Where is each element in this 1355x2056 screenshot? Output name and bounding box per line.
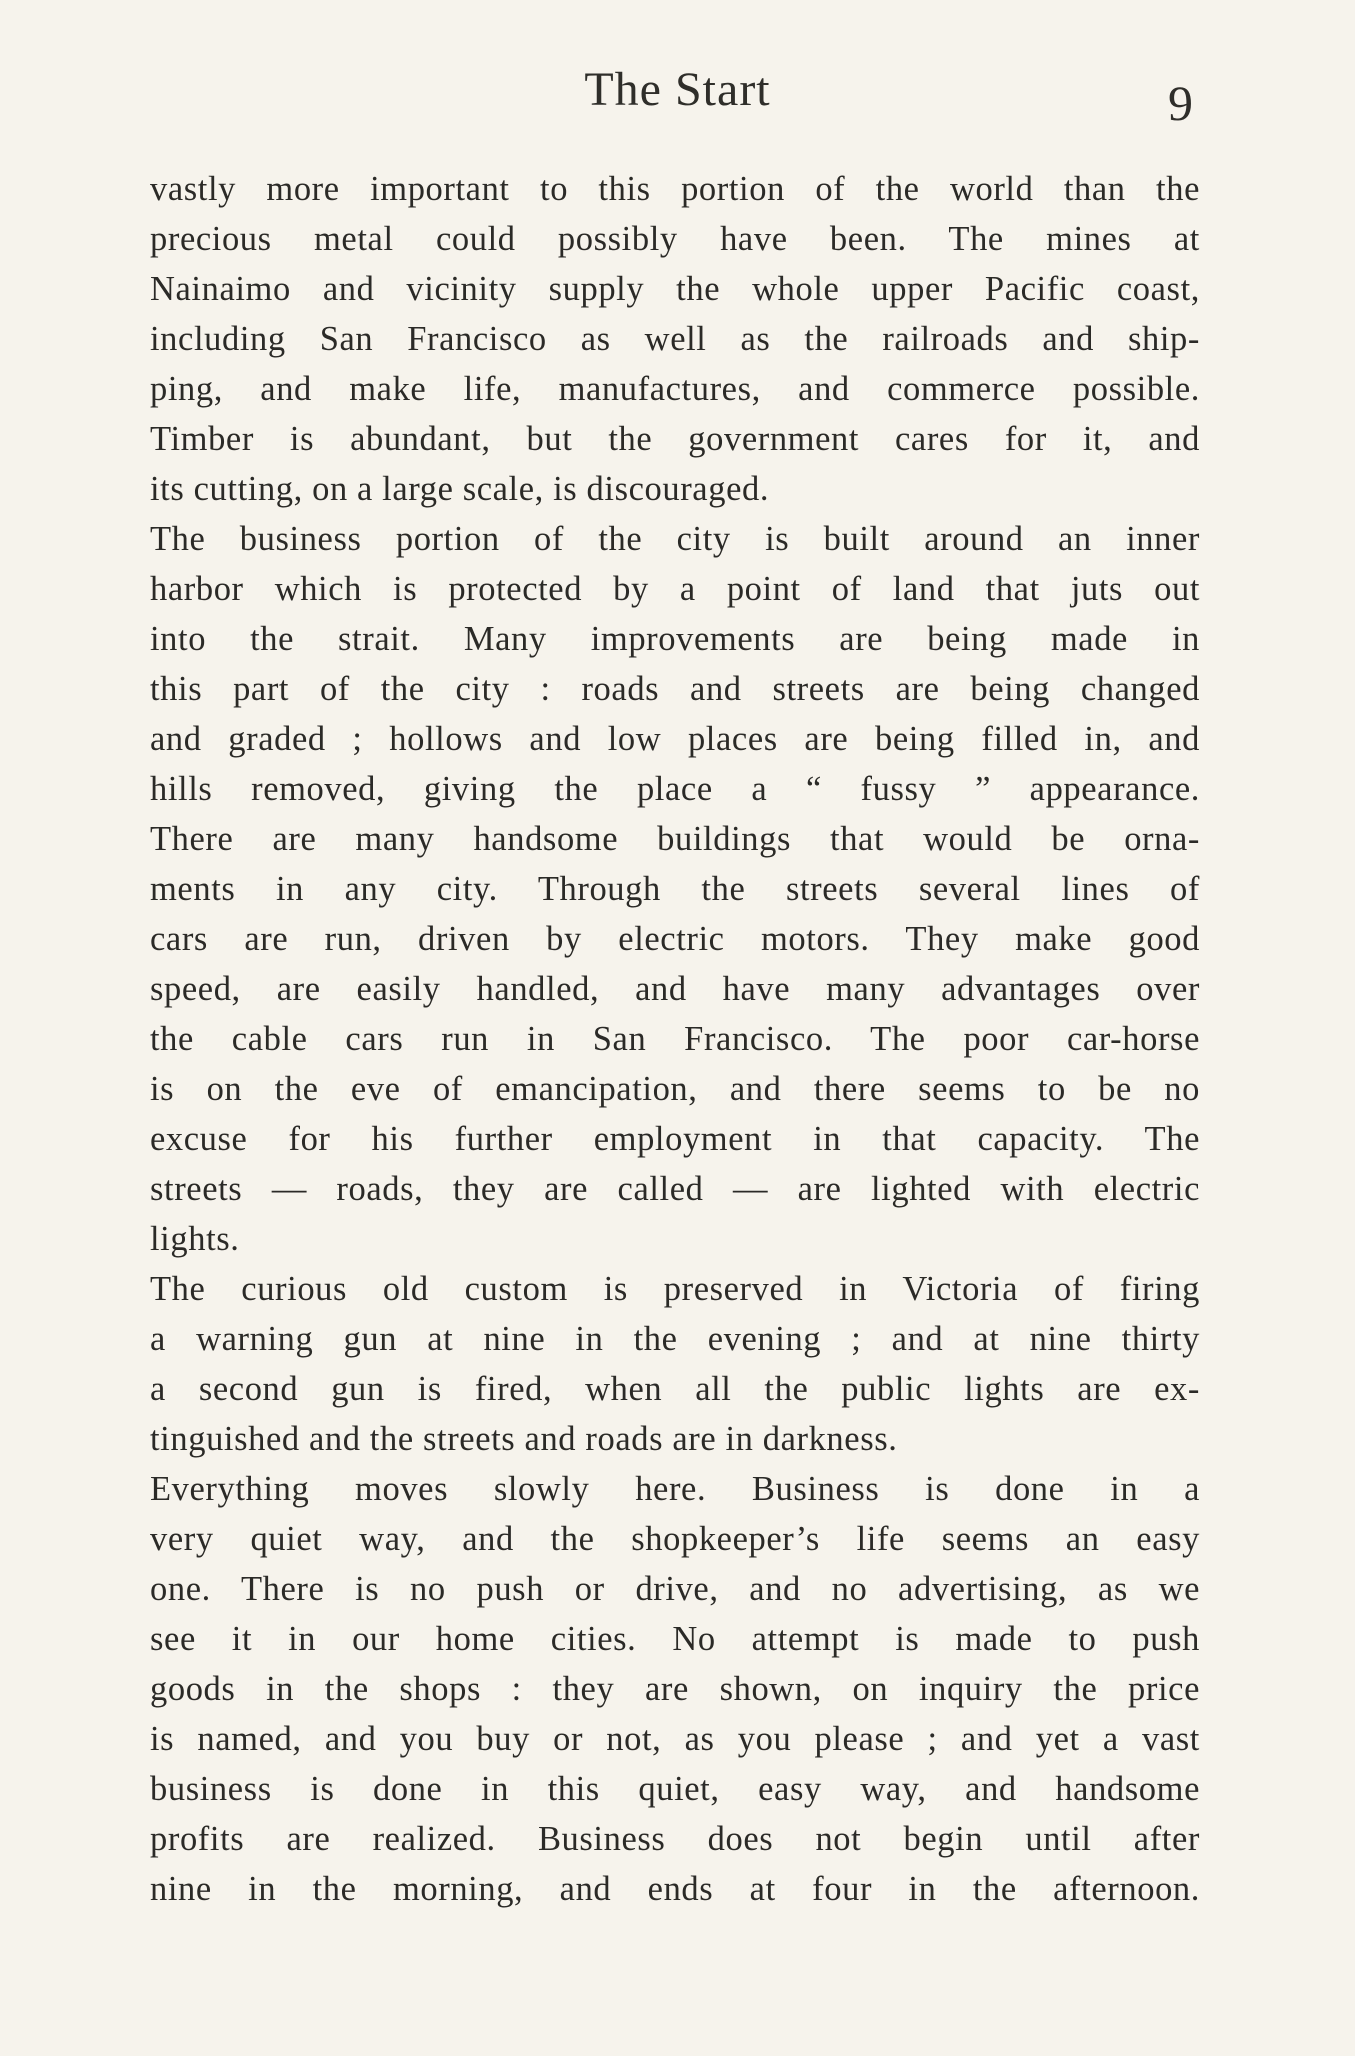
text-line: see it in our home cities. No attempt is made to push xyxy=(150,1620,1200,1658)
text-line: The business portion of the city is built around an inner xyxy=(150,520,1200,558)
text-line: precious metal could possibly have been. The mines at xyxy=(150,220,1200,258)
text-line: into the strait. Many improvements are being made in xyxy=(150,620,1200,658)
text-line: There are many handsome buildings that would be orna- xyxy=(150,820,1200,858)
text-line: goods in the shops : they are shown, on inquiry the price xyxy=(150,1670,1200,1708)
text-line: hills removed, giving the place a “ fussy ” appearance. xyxy=(150,770,1200,808)
text-line: Nainaimo and vicinity supply the whole upper Pacific coast, xyxy=(150,270,1200,308)
page-number: 9 xyxy=(1168,75,1193,131)
body-text xyxy=(150,164,1200,1914)
text-line: ping, and make life, manufactures, and commerce possible. xyxy=(150,370,1200,408)
text-line: is on the eve of emancipation, and there seems to be no xyxy=(150,1070,1200,1108)
text-line: Everything moves slowly here. Business is done in a xyxy=(150,1470,1200,1508)
text-line: very quiet way, and the shopkeeper’s life seems an easy xyxy=(150,1520,1200,1558)
text-line: including San Francisco as well as the railroads and ship- xyxy=(150,320,1200,358)
text-line: is named, and you buy or not, as you please ; and yet a vast xyxy=(150,1720,1200,1758)
text-line: one. There is no push or drive, and no advertising, as we xyxy=(150,1570,1200,1608)
text-line: and graded ; hollows and low places are being filled in, and xyxy=(150,720,1200,758)
text-line: vastly more important to this portion of the world than the xyxy=(150,170,1200,208)
text-line: excuse for his further employment in that capacity. The xyxy=(150,1120,1200,1158)
text-line: cars are run, driven by electric motors. They make good xyxy=(150,920,1200,958)
text-line: lights. xyxy=(150,1220,240,1258)
text-line: streets — roads, they are called — are lighted with electric xyxy=(150,1170,1200,1208)
text-line: Timber is abundant, but the government cares for it, and xyxy=(150,420,1200,458)
text-line: business is done in this quiet, easy way, and handsome xyxy=(150,1770,1200,1808)
text-line: tinguished and the streets and roads are in darkness. xyxy=(150,1420,898,1458)
text-line: the cable cars run in San Francisco. The poor car-horse xyxy=(150,1020,1200,1058)
text-line: a second gun is fired, when all the public lights are ex- xyxy=(150,1370,1200,1408)
text-line: ments in any city. Through the streets several lines of xyxy=(150,870,1200,908)
text-line: nine in the morning, and ends at four in the afternoon. xyxy=(150,1870,1200,1908)
text-line: profits are realized. Business does not begin until after xyxy=(150,1820,1200,1858)
text-line: this part of the city : roads and streets are being changed xyxy=(150,670,1200,708)
text-line: speed, are easily handled, and have many advantages over xyxy=(150,970,1200,1008)
text-line: a warning gun at nine in the evening ; and at nine thirty xyxy=(150,1320,1200,1358)
text-line: its cutting, on a large scale, is discouraged. xyxy=(150,470,770,508)
text-line: The curious old custom is preserved in Victoria of firing xyxy=(150,1270,1200,1308)
running-title: The Start xyxy=(584,63,771,116)
text-line: harbor which is protected by a point of land that juts out xyxy=(150,570,1200,608)
